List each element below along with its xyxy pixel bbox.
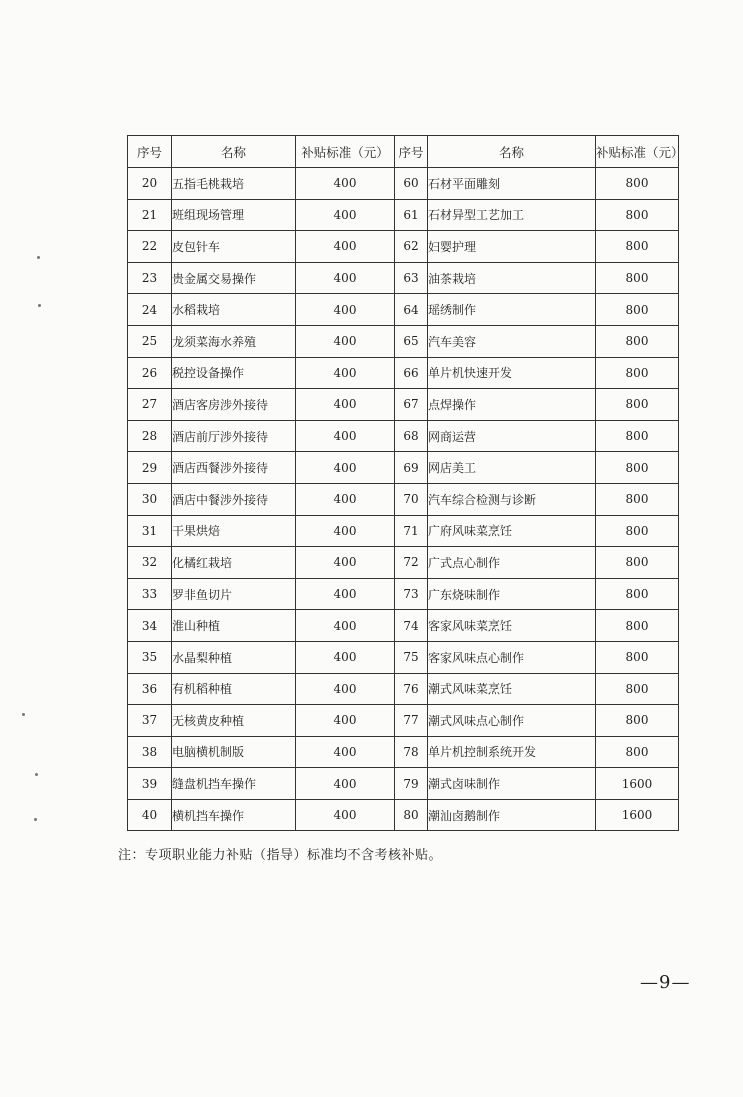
- name-cell: 汽车综合检测与诊断: [428, 483, 596, 515]
- seq-cell: 70: [395, 483, 428, 515]
- name-cell: 潮汕卤鹅制作: [428, 799, 596, 831]
- seq-cell: 27: [128, 389, 172, 421]
- amount-cell: 800: [596, 262, 679, 294]
- seq-cell: 64: [395, 294, 428, 326]
- scan-speck: [38, 304, 41, 307]
- table-body: [128, 168, 679, 831]
- table-row: [128, 673, 679, 705]
- name-cell: 瑶绣制作: [428, 294, 596, 326]
- amount-cell: 800: [596, 231, 679, 263]
- seq-cell: 77: [395, 705, 428, 737]
- name-cell: 单片机控制系统开发: [428, 736, 596, 768]
- table-row: [128, 168, 679, 200]
- amount-cell: 400: [296, 610, 395, 642]
- amount-cell: 400: [296, 357, 395, 389]
- name-cell: 妇婴护理: [428, 231, 596, 263]
- name-cell: 潮式卤味制作: [428, 768, 596, 800]
- name-cell: 龙须菜海水养殖: [172, 325, 296, 357]
- scan-speck: [34, 818, 37, 821]
- seq-cell: 34: [128, 610, 172, 642]
- seq-cell: 32: [128, 547, 172, 579]
- amount-cell: 800: [596, 578, 679, 610]
- amount-cell: 400: [296, 420, 395, 452]
- amount-cell: 800: [596, 420, 679, 452]
- name-cell: 单片机快速开发: [428, 357, 596, 389]
- seq-cell: 25: [128, 325, 172, 357]
- table-row: [128, 768, 679, 800]
- amount-cell: 800: [596, 389, 679, 421]
- amount-cell: 1600: [596, 768, 679, 800]
- amount-cell: 400: [296, 199, 395, 231]
- name-cell: 罗非鱼切片: [172, 578, 296, 610]
- name-cell: 酒店西餐涉外接待: [172, 452, 296, 484]
- name-cell: 客家风味菜烹饪: [428, 610, 596, 642]
- name-cell: 五指毛桃栽培: [172, 168, 296, 200]
- amount-cell: 400: [296, 483, 395, 515]
- amount-cell: 800: [596, 547, 679, 579]
- name-cell: 油茶栽培: [428, 262, 596, 294]
- amount-cell: 400: [296, 262, 395, 294]
- amount-cell: 800: [596, 610, 679, 642]
- amount-cell: 800: [596, 357, 679, 389]
- table-row: [128, 199, 679, 231]
- seq-cell: 20: [128, 168, 172, 200]
- amount-cell: 400: [296, 673, 395, 705]
- name-cell: 无核黄皮种植: [172, 705, 296, 737]
- amount-cell: 800: [596, 199, 679, 231]
- amount-cell: 800: [596, 483, 679, 515]
- amount-cell: 1600: [596, 799, 679, 831]
- name-cell: 干果烘焙: [172, 515, 296, 547]
- name-cell: 潮式风味点心制作: [428, 705, 596, 737]
- table-row: [128, 262, 679, 294]
- amount-cell: 800: [596, 736, 679, 768]
- seq-cell: 74: [395, 610, 428, 642]
- table-row: [128, 231, 679, 263]
- name-cell: 税控设备操作: [172, 357, 296, 389]
- seq-cell: 38: [128, 736, 172, 768]
- name-cell: 淮山种植: [172, 610, 296, 642]
- name-cell: 网店美工: [428, 452, 596, 484]
- table-row: [128, 641, 679, 673]
- name-cell: 缝盘机挡车操作: [172, 768, 296, 800]
- amount-cell: 400: [296, 231, 395, 263]
- seq-cell: 79: [395, 768, 428, 800]
- seq-cell: 28: [128, 420, 172, 452]
- table-row: [128, 578, 679, 610]
- amount-cell: 400: [296, 168, 395, 200]
- name-cell: 贵金属交易操作: [172, 262, 296, 294]
- seq-cell: 26: [128, 357, 172, 389]
- amount-cell: 800: [596, 294, 679, 326]
- table-row: [128, 389, 679, 421]
- scan-speck: [22, 713, 25, 716]
- name-cell: 汽车美容: [428, 325, 596, 357]
- name-cell: 班组现场管理: [172, 199, 296, 231]
- seq-cell: 35: [128, 641, 172, 673]
- seq-cell: 62: [395, 231, 428, 263]
- seq-cell: 66: [395, 357, 428, 389]
- name-cell: 酒店中餐涉外接待: [172, 483, 296, 515]
- amount-cell: 800: [596, 452, 679, 484]
- seq-cell: 71: [395, 515, 428, 547]
- seq-cell: 60: [395, 168, 428, 200]
- amount-cell: 800: [596, 168, 679, 200]
- name-cell: 有机稻种植: [172, 673, 296, 705]
- seq-cell: 69: [395, 452, 428, 484]
- table-row: [128, 357, 679, 389]
- page-number: —9—: [640, 972, 691, 993]
- amount-cell: 400: [296, 736, 395, 768]
- subsidy-table: [127, 135, 684, 831]
- seq-cell: 21: [128, 199, 172, 231]
- name-cell: 水晶梨种植: [172, 641, 296, 673]
- amount-cell: 400: [296, 389, 395, 421]
- seq-cell: 30: [128, 483, 172, 515]
- name-cell: 广府风味菜烹饪: [428, 515, 596, 547]
- amount-cell: 400: [296, 452, 395, 484]
- seq-cell: 22: [128, 231, 172, 263]
- amount-cell: 400: [296, 641, 395, 673]
- amount-cell: 800: [596, 705, 679, 737]
- name-cell: 水稻栽培: [172, 294, 296, 326]
- header-seq-left: 序号: [128, 136, 172, 168]
- name-cell: 广式点心制作: [428, 547, 596, 579]
- seq-cell: 33: [128, 578, 172, 610]
- seq-cell: 24: [128, 294, 172, 326]
- amount-cell: 400: [296, 294, 395, 326]
- seq-cell: 65: [395, 325, 428, 357]
- table-row: [128, 547, 679, 579]
- seq-cell: 36: [128, 673, 172, 705]
- name-cell: 石材异型工艺加工: [428, 199, 596, 231]
- name-cell: 酒店前厅涉外接待: [172, 420, 296, 452]
- table-row: [128, 799, 679, 831]
- table-header-row: [128, 136, 679, 168]
- header-name-left: 名称: [172, 136, 296, 168]
- amount-cell: 400: [296, 578, 395, 610]
- table-row: [128, 420, 679, 452]
- scan-speck: [37, 256, 40, 259]
- name-cell: 皮包针车: [172, 231, 296, 263]
- table-row: [128, 294, 679, 326]
- seq-cell: 73: [395, 578, 428, 610]
- table-row: [128, 452, 679, 484]
- seq-cell: 78: [395, 736, 428, 768]
- header-amount-right: 补贴标准（元）: [596, 136, 679, 168]
- amount-cell: 400: [296, 705, 395, 737]
- seq-cell: 80: [395, 799, 428, 831]
- table-row: [128, 610, 679, 642]
- name-cell: 电脑横机制版: [172, 736, 296, 768]
- seq-cell: 39: [128, 768, 172, 800]
- footnote: 注：专项职业能力补贴（指导）标准均不含考核补贴。: [118, 848, 443, 863]
- name-cell: 石材平面雕刻: [428, 168, 596, 200]
- header-name-right: 名称: [428, 136, 596, 168]
- seq-cell: 68: [395, 420, 428, 452]
- amount-cell: 800: [596, 515, 679, 547]
- table-row: [128, 736, 679, 768]
- amount-cell: 800: [596, 673, 679, 705]
- seq-cell: 67: [395, 389, 428, 421]
- seq-cell: 61: [395, 199, 428, 231]
- table-row: [128, 515, 679, 547]
- seq-cell: 31: [128, 515, 172, 547]
- name-cell: 潮式风味菜烹饪: [428, 673, 596, 705]
- amount-cell: 400: [296, 799, 395, 831]
- seq-cell: 29: [128, 452, 172, 484]
- seq-cell: 75: [395, 641, 428, 673]
- name-cell: 广东烧味制作: [428, 578, 596, 610]
- name-cell: 客家风味点心制作: [428, 641, 596, 673]
- name-cell: 横机挡车操作: [172, 799, 296, 831]
- amount-cell: 400: [296, 768, 395, 800]
- name-cell: 化橘红栽培: [172, 547, 296, 579]
- header-seq-right: 序号: [395, 136, 428, 168]
- seq-cell: 72: [395, 547, 428, 579]
- seq-cell: 37: [128, 705, 172, 737]
- seq-cell: 40: [128, 799, 172, 831]
- table-row: [128, 325, 679, 357]
- amount-cell: 800: [596, 641, 679, 673]
- amount-cell: 400: [296, 515, 395, 547]
- seq-cell: 23: [128, 262, 172, 294]
- name-cell: 酒店客房涉外接待: [172, 389, 296, 421]
- header-amount-left: 补贴标准（元）: [296, 136, 395, 168]
- table-row: [128, 705, 679, 737]
- amount-cell: 800: [596, 325, 679, 357]
- name-cell: 点焊操作: [428, 389, 596, 421]
- seq-cell: 63: [395, 262, 428, 294]
- name-cell: 网商运营: [428, 420, 596, 452]
- scan-speck: [35, 773, 38, 776]
- amount-cell: 400: [296, 547, 395, 579]
- seq-cell: 76: [395, 673, 428, 705]
- amount-cell: 400: [296, 325, 395, 357]
- table-row: [128, 483, 679, 515]
